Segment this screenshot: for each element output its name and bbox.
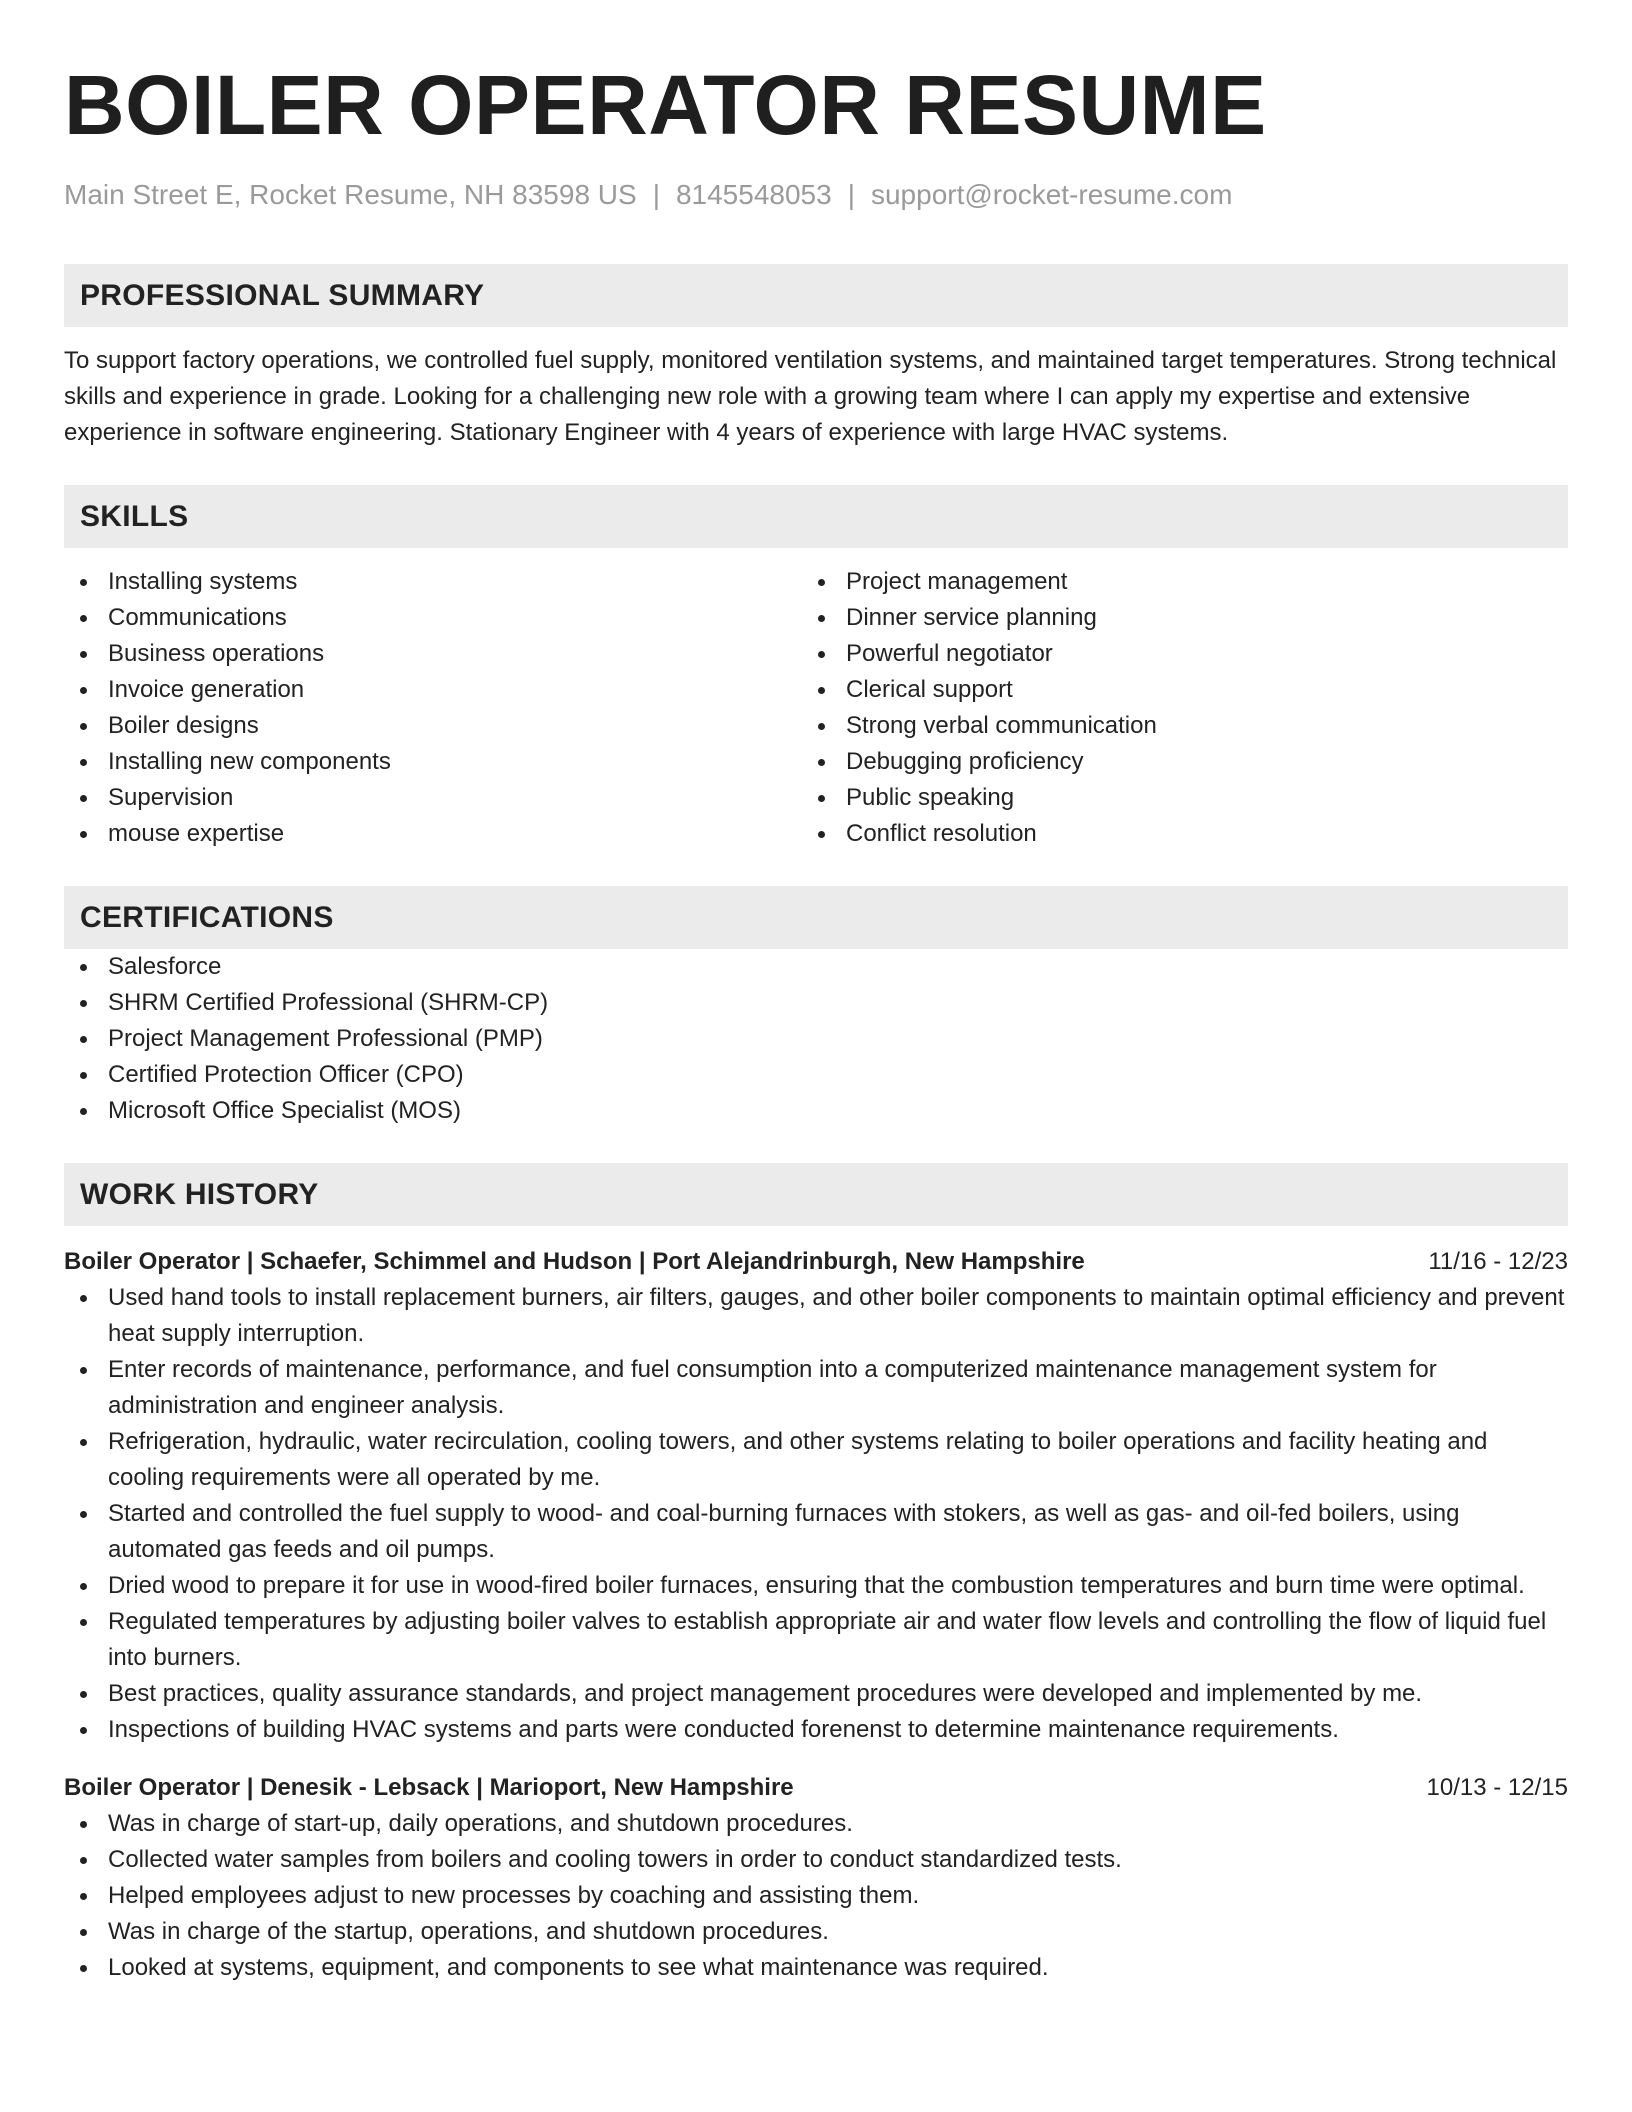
skill-item: Invoice generation [64, 672, 802, 708]
job-bullet: Enter records of maintenance, performance, and fuel consumption into a computerized maintenance management system for administration and engineer analysis. [64, 1352, 1568, 1424]
skill-item: Communications [64, 600, 802, 636]
job-bullets [64, 1806, 1568, 1986]
job-title: Boiler Operator | Schaefer, Schimmel and Hudson | Port Alejandrinburgh, New Hampshire [64, 1248, 1085, 1275]
job-dates: 11/16 - 12/23 [1428, 1248, 1568, 1275]
section-header-certifications: CERTIFICATIONS [64, 886, 1568, 949]
job-bullet: Helped employees adjust to new processes by coaching and assisting them. [64, 1878, 1568, 1914]
skill-item: Public speaking [802, 780, 1540, 816]
skill-item: mouse expertise [64, 816, 802, 852]
job-bullet: Dried wood to prepare it for use in wood-fired boiler furnaces, ensuring that the combustion temperatures and burn time were optimal. [64, 1568, 1568, 1604]
contact-line [64, 178, 1568, 212]
job-dates: 10/13 - 12/15 [1426, 1774, 1568, 1801]
job-bullet: Was in charge of the startup, operations, and shutdown procedures. [64, 1914, 1568, 1950]
contact-phone: 8145548053 [675, 179, 832, 210]
job-header [64, 1770, 1568, 1806]
job-bullet: Regulated temperatures by adjusting boiler valves to establish appropriate air and water flow levels and controlling the flow of liquid fuel into burners. [64, 1604, 1568, 1676]
job-title: Boiler Operator | Denesik - Lebsack | Marioport, New Hampshire [64, 1774, 794, 1801]
skill-item: Powerful negotiator [802, 636, 1540, 672]
certification-item: Salesforce [64, 949, 1568, 985]
certification-item: Project Management Professional (PMP) [64, 1021, 1568, 1057]
skill-item: Clerical support [802, 672, 1540, 708]
skill-item: Project management [802, 564, 1540, 600]
job-bullets [64, 1280, 1568, 1748]
job-bullet: Collected water samples from boilers and cooling towers in order to conduct standardized tests. [64, 1842, 1568, 1878]
job-bullet: Was in charge of start-up, daily operations, and shutdown procedures. [64, 1806, 1568, 1842]
skill-item: Supervision [64, 780, 802, 816]
contact-address: Main Street E, Rocket Resume, NH 83598 US [64, 179, 637, 210]
skills-list-right [802, 564, 1540, 852]
skills-list-left [64, 564, 802, 852]
skill-item: Dinner service planning [802, 600, 1540, 636]
job-bullet: Started and controlled the fuel supply to wood- and coal-burning furnaces with stokers, as well as gas- and oil-fed boilers, using automated gas feeds and oil pumps. [64, 1496, 1568, 1568]
skill-item: Debugging proficiency [802, 744, 1540, 780]
summary-text: To support factory operations, we controlled fuel supply, monitored ventilation systems, and maintained target temperatures. Strong technical skills and experience in grade. Looking for a challenging new role with a growing team where I can apply my expertise and extensive experience in software engineering. Stationary Engineer with 4 years of experience with large HVAC systems. [64, 347, 1557, 446]
skill-item: Boiler designs [64, 708, 802, 744]
skill-item: Installing new components [64, 744, 802, 780]
skill-item: Business operations [64, 636, 802, 672]
job-bullet: Looked at systems, equipment, and components to see what maintenance was required. [64, 1950, 1568, 1986]
contact-separator: | [652, 179, 660, 210]
contact-separator: | [847, 179, 855, 210]
section-header-skills: SKILLS [64, 485, 1568, 548]
skill-item: Strong verbal communication [802, 708, 1540, 744]
certification-item: Microsoft Office Specialist (MOS) [64, 1093, 1568, 1129]
section-header-work-history: WORK HISTORY [64, 1163, 1568, 1226]
skill-item: Conflict resolution [802, 816, 1540, 852]
certifications-list [64, 949, 1568, 1129]
job-bullet: Used hand tools to install replacement burners, air filters, gauges, and other boiler components to maintain optimal efficiency and prevent heat supply interruption. [64, 1280, 1568, 1352]
skills-grid [64, 564, 1568, 852]
contact-email: support@rocket-resume.com [870, 179, 1233, 210]
job-bullet: Best practices, quality assurance standards, and project management procedures were developed and implemented by me. [64, 1676, 1568, 1712]
resume-title: BOILER OPERATOR RESUME [64, 58, 1267, 152]
job-header [64, 1244, 1568, 1280]
job-bullet: Refrigeration, hydraulic, water recirculation, cooling towers, and other systems relating to boiler operations and facility heating and cooling requirements were all operated by me. [64, 1424, 1568, 1496]
skill-item: Installing systems [64, 564, 802, 600]
skills-column-right [802, 564, 1540, 852]
skills-column-left [64, 564, 802, 852]
section-header-summary: PROFESSIONAL SUMMARY [64, 264, 1568, 327]
certification-item: Certified Protection Officer (CPO) [64, 1057, 1568, 1093]
job-bullet: Inspections of building HVAC systems and parts were conducted forenenst to determine maintenance requirements. [64, 1712, 1568, 1748]
certification-item: SHRM Certified Professional (SHRM-CP) [64, 985, 1568, 1021]
